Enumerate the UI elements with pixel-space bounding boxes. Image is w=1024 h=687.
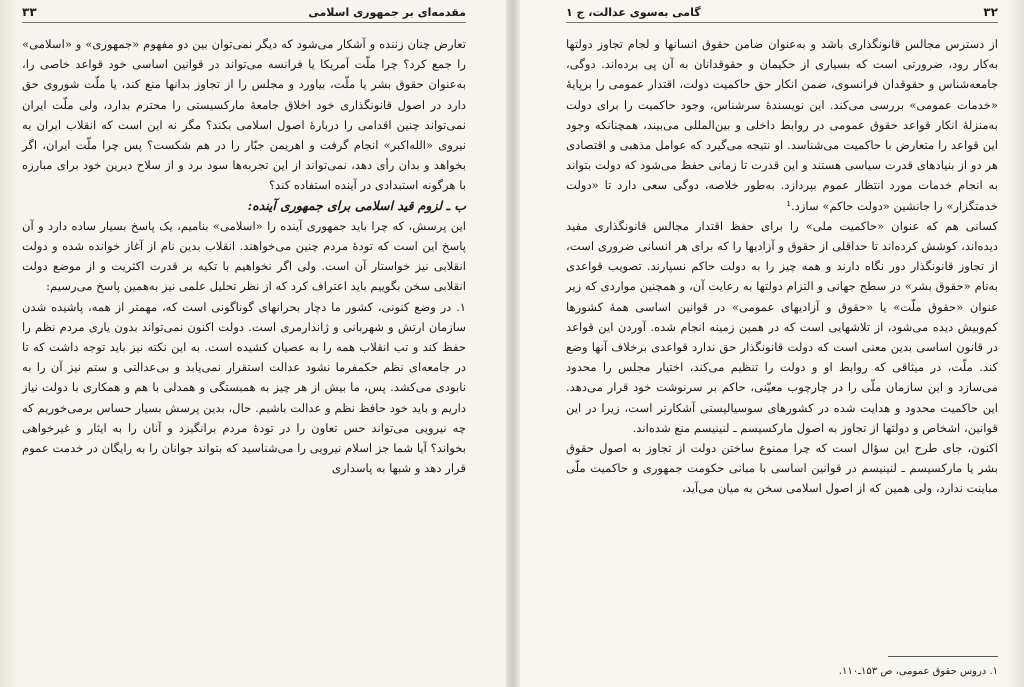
page-number: ۳۲ [983, 5, 998, 19]
page-edge-shadow [1008, 0, 1024, 687]
paragraph: این پرسش، که چرا باید جمهوری آینده را «اسلامی» بنامیم، یک پاسخ بسیار ساده دارد و آن پاسخ این است که تودهٔ مردم چنین می‌خواهند. انقلاب بدین نام از آغاز خوانده شده و دولت انقلابی نیز خواستار آن است. ولی اگر نخواهیم با تکیه بر قدرت اکثریت و از موضع دولت انقلابی سخن بگوییم باید اعتراف کرد که از نظر تحلیل علمی نیز به‌همین پاسخ می‌رسیم: [22, 218, 466, 294]
paragraph: اکنون، جای طرح این سؤال است که چرا ممنوع ساختن دولت از تجاوز به اصول حقوق بشر یا مارکسیسم ـ لنینیسم در قوانین اساسی با مبانی حکومت جمهوری و حاکمیت ملّی مباینت ندارد، ولی همین که از اصول اسلامی سخن به میان می‌آید، [566, 441, 998, 496]
page-edge-shadow [0, 0, 18, 687]
paragraph: تعارض چنان زننده و آشکار می‌شود که دیگر نمی‌توان بین دو مفهوم «جمهوری» و «اسلامی» را جمع کرد؟ چرا ملّت آمریکا یا فرانسه می‌تواند در قوانین اساسی خود قواعد خاصی را، به‌عنوان حقوق بشر یا ملّت، بیاورد و مجلس را از تجاوز بدانها منع کند، یا ملّت شوروی حق دارد در اصول قانونگذاری خود اخلاق جامعهٔ مارکسیستی را محترم بدارد، ولی ملّت ایران نمی‌تواند چنین اقدامی را دربارهٔ اصول اسلامی بکند؟ مگر نه این است که انقلاب ایران به نیروی «الله‌اکبر» انجام گرفت و اهریمن جبّار را در هم شکست؟ پس چرا ملّت ایران، اگر بخواهد و بدان رأی دهد، نمی‌تواند از این تجربه‌ها سود برد و از سلاح دیرین خود برای مبارزه با هرگونه استبدادی در آینده استفاده کند؟ [22, 37, 466, 193]
left-body-text [22, 34, 466, 478]
right-body-text [566, 34, 998, 499]
running-title: گامی به‌سوی عدالت، ج ۱ [566, 5, 701, 19]
left-running-head [22, 4, 466, 23]
section-title: ب ـ لزوم قید اسلامی برای جمهوری آینده: [247, 197, 466, 213]
paragraph: کسانی هم که عنوان «حاکمیت ملی» را برای حفظ اقتدار مجالس قانونگذاری مفید دیده‌اند، کوشش کرده‌اند تا حداقلی از حقوق و آزادیها را که برای هر انسانی ضروری است، از تجاوز قانونگذار دور نگاه دارند و همه چیز را به دولت حاکم نسپارند. تصویب قواعدی به‌نام «حقوق بشر» در سطح جهانی و التزام دولتها به رعایت آن، و همچنین مواردی که زیر عنوان «حقوق ملّت» یا «حقوق و آزادیهای عمومی» در قوانین اساسی همهٔ کشورها کم‌وبیش دیده می‌شود، از تلاشهایی است که در همین زمینه انجام شده. آوردن این قواعد در قانون اساسی بدین معنی است که دولت قانونگذار حق ندارد قواعدی برخلاف آنها وضع کند. ملّت، در میثاقی که روابط او و دولت را تنظیم می‌کند، اختیار مجلس را محدود می‌سازد و این سازمان ملّی را در چارچوب معیّنی، حاکم بر سرنوشت خود قرار می‌دهد. این حاکمیت محدود و هدایت شده در کشورهای سوسیالیستی آشکارتر است، زیرا در این قوانین، اشخاص و دولتها از تجاوز به اصول مارکسیسم ـ لنینیسم منع شده‌اند. [566, 218, 998, 435]
right-running-head [566, 4, 998, 23]
footnote: ۱. دروس حقوق عمومی، ص ۱۵۳ـ۱۱۰. [838, 666, 998, 677]
running-title: مقدمه‌ای بر جمهوری اسلامی [308, 5, 466, 19]
right-page [512, 0, 1024, 687]
footnote-divider [888, 656, 998, 657]
page-number: ۳۳ [22, 5, 37, 19]
paragraph: از دسترس مجالس قانونگذاری باشد و به‌عنوان ضامن حقوق انسانها و لجام تجاوز دولتها به‌کار رود، ضرورتی است که بسیاری از حکیمان و حقوقدانان به آن پی برده‌اند. دوگی، جامعه‌شناس و حقوقدان فرانسوی، ضمن انکار حق حاکمیت دولت، اقتدار عمومی را برپایهٔ «خدمات عمومی» بررسی می‌کند. این نویسندهٔ سرشناس، وجود حاکمیت را برای دولت به‌منزلهٔ انکار قواعد حقوق عمومی در روابط داخلی و بین‌المللی می‌بیند، همچنانکه وجود این قواعد را متعارض با حاکمیت می‌شناسد. او نتیجه می‌گیرد که عوامل مذهبی و اقتصادی هر دو از بنیادهای قدرت سیاسی هستند و این قدرت تا زمانی حفظ می‌شود که دولت بتواند به انجام خدمات مورد انتظار عموم بپردازد. به‌طور خلاصه، دوگی سعی دارد تا «دولت خدمتگزار» را جانشین «دولت حاکم» سازد.¹ [566, 37, 998, 213]
paragraph: ۱. در وضع کنونی، کشور ما دچار بحرانهای گوناگونی است که، مهمتر از همه، پاشیده شدن سازمان ارتش و شهربانی و ژاندارمری است. دولت اکنون نمی‌تواند بدون یاری مردم نظم را حفظ کند و تب انقلاب همه را به عصیان کشیده است. به این نکته نیز باید توجه داشت که تا در جامعه‌ای نظم حکمفرما نشود عدالت استقرار نمی‌یابد و بی‌عدالتی و ستم نیز آن را به نابودی می‌کشد. پس، ما بیش از هر چیز به همبستگی و همدلی با هم و همکاری با دولت نیاز داریم و باید خود حافظ نظم و عدالت باشیم. حال، بدین پرسش بسیار حساس برمی‌خوریم که چه نیرویی می‌تواند حس تعاون را در تودهٔ مردم برانگیزد و آنان را به ایثار و غیرخواهی بخواند؟ آیا شما جز اسلام نیرویی را می‌شناسید که بتواند جوانان را به رایگان در خدمت عموم قرار دهد و شبها به پاسداری [22, 299, 466, 476]
book-gutter [506, 0, 520, 687]
